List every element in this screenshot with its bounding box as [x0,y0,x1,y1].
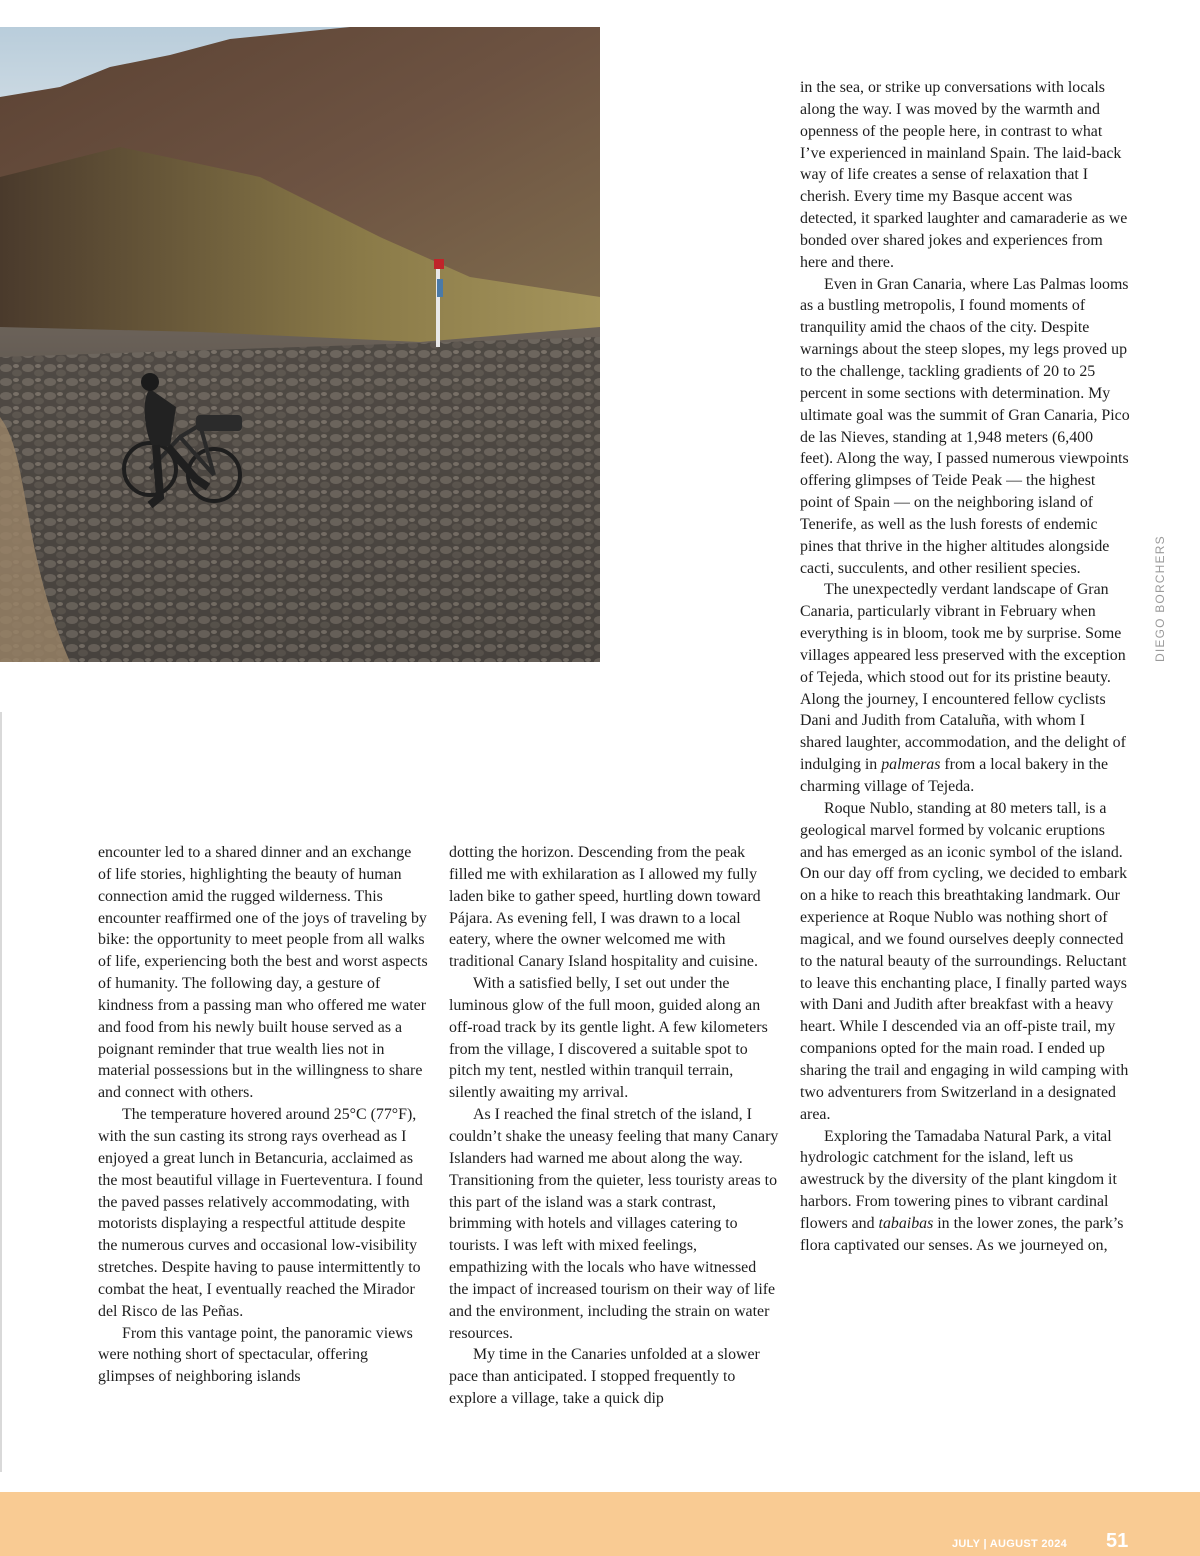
paragraph-text: in the lower zones, the park’s flora captivated our senses. As we journeyed on, [800,1214,1124,1254]
article-column-2 [449,842,779,1410]
paragraph-text: from a local bakery in the charming village of Tejeda. [800,756,1109,795]
paragraph: dotting the horizon. Descending from the peak filled me with exhilaration as I allowed my fully laden bike to gather speed, hurtling down toward Pájara. As evening fell, I was drawn to a local eatery, where the owner welcomed me with traditional Canary Island hospitality and cuisine. [449,844,761,971]
paragraph: From this vantage point, the panoramic views were nothing short of spectacular, offering glimpses of neighboring islands [98,1324,413,1386]
hero-photo [0,27,600,662]
italic-term: palmeras [881,756,941,774]
page-number: 51 [1106,1530,1129,1552]
paragraph: encounter led to a shared dinner and an exchange of life stories, highlighting the beauty of human connection amid the rugged wilderness. This encounter reaffirmed one of the joys of traveling by bike: the opportunity to meet people from all walks of life, experiencing both the best and worst aspects of humanity. The following day, a gesture of kindness from a passing man who offered me water and food from his newly built house served as a poignant reminder that true wealth lies not in material possessions but in the willingness to share and connect with others. [98,844,428,1102]
paragraph: My time in the Canaries unfolded at a slower pace than anticipated. I stopped frequently to explore a village, take a quick dip [449,1346,760,1408]
paragraph-text: The unexpectedly verdant landscape of Gran Canaria, particularly vibrant in February when everything is in bloom, took me by surprise. Some villages appeared less preserved with the exception of Tejeda, which stood out for its pristine beauty. Along the journey, I encountered fellow cyclists Dani and Judith from Cataluña, with whom I shared laughter, accommodation, and the delight of indulging in [800,581,1126,774]
paragraph [800,1126,1130,1257]
paragraph: Even in Gran Canaria, where Las Palmas looms as a bustling metropolis, I found moments of tranquility amid the chaos of the city. Despite warnings about the steep slopes, my legs proved up to the challenge, tackling gradients of 20 to 25 percent in some sections with determination. My ultimate goal was the summit of Gran Canaria, Pico de las Nieves, standing at 1,948 meters (6,400 feet). Along the way, I passed numerous viewpoints offering glimpses of Teide Peak — the highest point of Spain — on the neighboring island of Tenerife, as well as the lush forests of endemic pines that thrive in the higher altitudes alongside cacti, succulents, and other resilient species. [800,275,1130,577]
paragraph: The temperature hovered around 25°C (77°F), with the sun casting its strong rays overhead as I enjoyed a great lunch in Betancuria, acclaimed as the most beautiful village in Fuerteventura. I found the paved passes relatively accommodating, with motorists displaying a respectful attitude despite the numerous curves and occasional low-visibility stretches. Despite having to pause intermittently to combat the heat, I eventually reached the Mirador del Risco de las Peñas. [98,1106,423,1320]
article-column-3 [800,77,1130,1257]
paragraph: With a satisfied belly, I set out under the luminous glow of the full moon, guided along an off-road track by its gentle light. A few kilometers from the village, I discovered a suitable spot to pitch my tent, nestled within tranquil terrain, silently awaiting my arrival. [449,975,768,1102]
paragraph: Roque Nublo, standing at 80 meters tall, is a geological marvel formed by volcanic eruptions and has emerged as an iconic symbol of the island. On our day off from cycling, we decided to embark on a hike to reach this breathtaking landmark. Our experience at Roque Nublo was nothing short of magical, and we found ourselves deeply connected to the natural beauty of the surroundings. Reluctant to leave this enchanting place, I finally parted ways with Dani and Judith after breakfast with a heavy heart. While I descended via an off-piste trail, my companions opted for the main road. I ended up sharing the trail and engaging in wild camping with two adventurers from Switzerland in a designated area. [800,799,1129,1123]
photo-credit: DIEGO BORCHERS [1153,535,1167,662]
article-column-1 [98,842,428,1388]
paragraph [800,579,1130,797]
paragraph-text: Exploring the Tamadaba Natural Park, a vital hydrologic catchment for the island, left us awestruck by the diversity of the plant kingdom it harbors. From towering pines to vibrant cardinal flowers and [800,1127,1117,1232]
italic-term: tabaibas [878,1214,934,1232]
photo-illustration [0,27,600,662]
paragraph: in the sea, or strike up conversations with locals along the way. I was moved by the warmth and openness of the people here, in contrast to what I’ve experienced in mainland Spain. The laid-back way of life creates a sense of relaxation that I cherish. Every time my Basque accent was detected, it sparked laughter and camaraderie as we bonded over shared jokes and experiences from here and there. [800,79,1128,271]
paragraph: As I reached the final stretch of the island, I couldn’t shake the uneasy feeling that many Canary Islanders had warned me about along the way. Transitioning from the quieter, less touristy areas to this part of the island was a stark contrast, brimming with hotels and villages catering to tourists. I was left with mixed feelings, empathizing with the locals who have witnessed the impact of increased tourism on their way of life and the environment, including the strain on water resources. [449,1106,779,1342]
margin-rule [0,712,2,1472]
issue-date: JULY | AUGUST 2024 [952,1538,1068,1550]
